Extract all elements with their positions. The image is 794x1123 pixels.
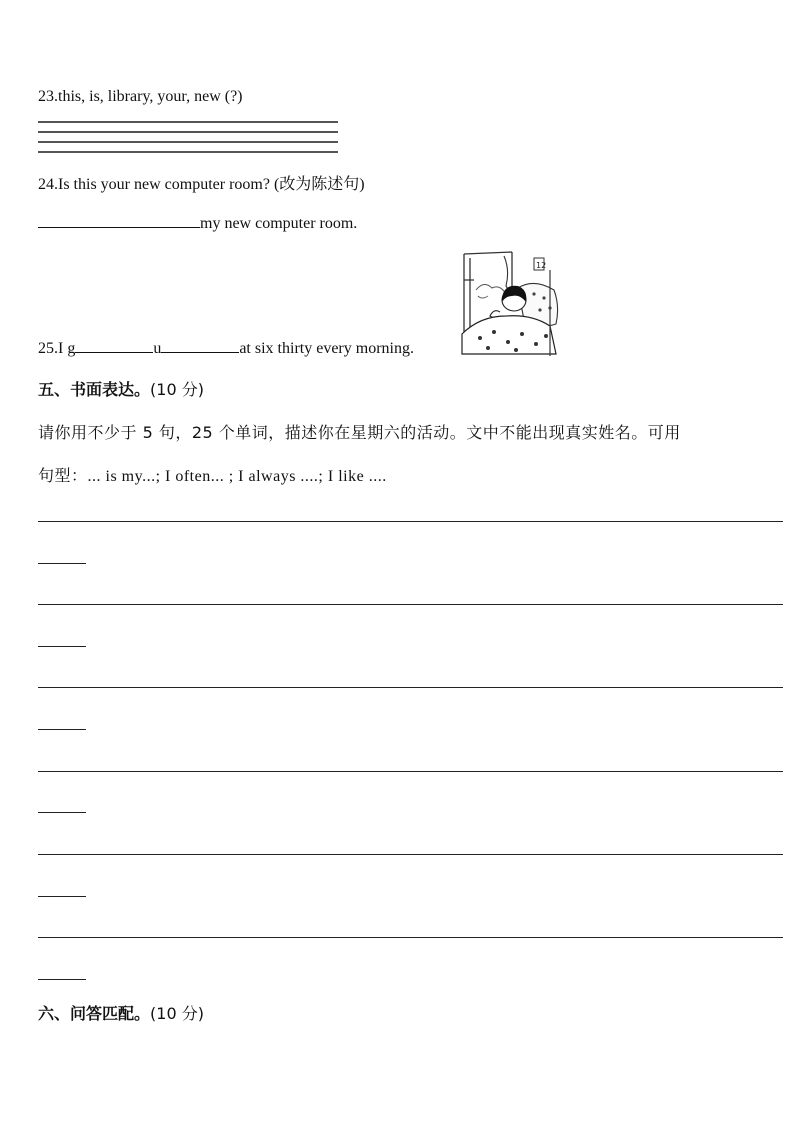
answer-rule bbox=[38, 151, 338, 153]
writing-line[interactable] bbox=[38, 854, 783, 855]
question-25 bbox=[38, 338, 414, 358]
writing-line-tail[interactable] bbox=[38, 979, 86, 980]
writing-line[interactable] bbox=[38, 521, 783, 522]
writing-line[interactable] bbox=[38, 604, 783, 605]
answer-rule bbox=[38, 141, 338, 143]
writing-line-tail[interactable] bbox=[38, 812, 86, 813]
section-6-title: 六、问答匹配。 bbox=[38, 1004, 151, 1023]
q25-prefix: 25.I g bbox=[38, 340, 76, 357]
section-6-score: (10 分) bbox=[150, 1004, 204, 1023]
section-5-score: (10 分) bbox=[150, 380, 204, 399]
answer-blank[interactable] bbox=[38, 213, 200, 228]
girl-in-bed-illustration bbox=[460, 250, 560, 358]
answer-blank[interactable] bbox=[75, 338, 153, 353]
section-5-heading bbox=[38, 377, 204, 400]
writing-line[interactable] bbox=[38, 937, 783, 938]
section-6-heading bbox=[38, 1001, 204, 1024]
writing-line[interactable] bbox=[38, 687, 783, 688]
q25-suffix: at six thirty every morning. bbox=[239, 340, 414, 357]
svg-text:12: 12 bbox=[536, 261, 547, 270]
section-5-instruction-line-2: 句型：... is my...; I often... ; I always ....; I like .... bbox=[38, 468, 387, 485]
writing-line-tail[interactable] bbox=[38, 896, 86, 897]
question-23: 23.this, is, library, your, new (?) bbox=[38, 88, 243, 105]
writing-line[interactable] bbox=[38, 771, 783, 772]
section-5-title: 五、书面表达。 bbox=[38, 380, 151, 399]
answer-blank[interactable] bbox=[161, 338, 239, 353]
answer-rule bbox=[38, 121, 338, 123]
q25-mid: u bbox=[153, 340, 162, 357]
section-5-instruction-line-1: 请你用不少于 5 句，25 个单词，描述你在星期六的活动。文中不能出现真实姓名。可用 bbox=[38, 423, 681, 442]
question-24-answer-line bbox=[38, 213, 357, 233]
answer-rule bbox=[38, 131, 338, 133]
writing-line-tail[interactable] bbox=[38, 729, 86, 730]
writing-line-tail[interactable] bbox=[38, 646, 86, 647]
answer-suffix: my new computer room. bbox=[200, 215, 358, 232]
writing-line-tail[interactable] bbox=[38, 563, 86, 564]
question-24: 24.Is this your new computer room? (改为陈述句) bbox=[38, 176, 365, 193]
